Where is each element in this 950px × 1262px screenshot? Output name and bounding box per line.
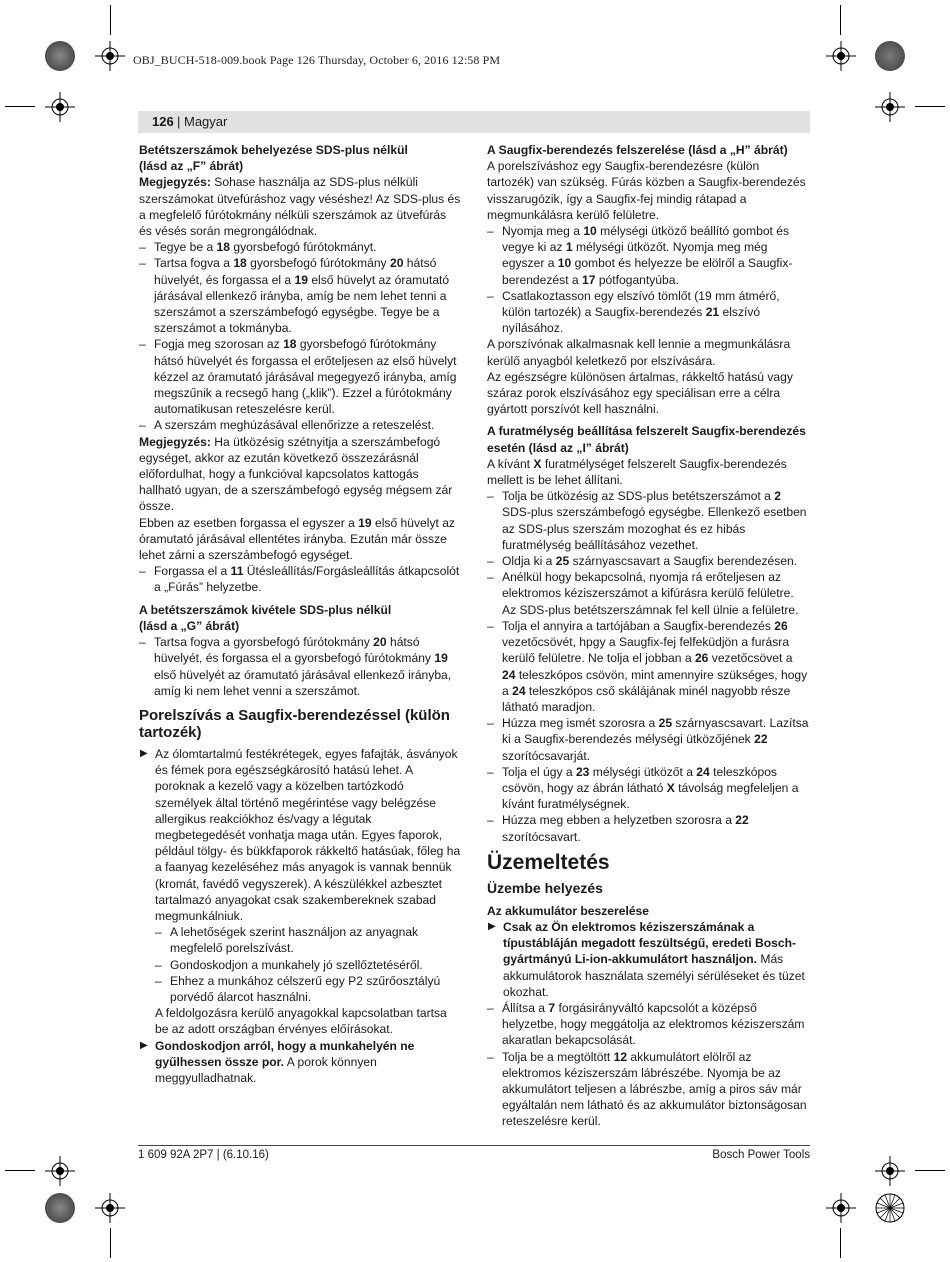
list-item: – Húzza meg ebben a helyzetben szorosra a 22 szorítócsavart. <box>487 812 809 844</box>
crop-mark <box>915 1170 945 1171</box>
registration-cross-left-upper-icon <box>45 92 75 122</box>
list-item: – A szerszám meghúzásával ellenőrizze a reteszelést. <box>139 417 461 433</box>
list-item: – Tegye be a 18 gyorsbefogó fúrótokmányt. <box>139 239 461 255</box>
registration-cross-top-left-icon <box>95 41 125 71</box>
crop-mark <box>840 5 841 35</box>
registration-cross-bottom-left-icon <box>95 1193 125 1223</box>
instruction-list <box>487 488 809 844</box>
note-paragraph: Megjegyzés: Sohase használja az SDS-plus nélküli szerszámokat ütvefúráshoz vagy véséshez! Az SDS-plus és a megfelelő fúrótokmány nélküli szerszámok az ütvefúrás és vésés során megrongálódnak. <box>139 175 461 239</box>
page-number: 126 <box>152 114 174 129</box>
paragraph: A porszívónak alkalmasnak kell lennie a megmunkálásra kerülő anyagból keletkező por elszívására. <box>487 337 791 368</box>
instruction-list <box>139 563 461 595</box>
left-column <box>139 142 461 1086</box>
list-item: – Gondoskodjon a munkahely jó szellőztetéséről. <box>155 957 461 973</box>
paragraph: A feldolgozásra kerülő anyagokkal kapcsolatban tartsa be az adott országban érvényes előírásokat. <box>155 1006 447 1037</box>
instruction-list <box>155 924 461 1005</box>
footer-doc-id: 1 609 92A 2P7 | (6.10.16) <box>138 1149 269 1161</box>
section-heading: A betétszerszámok kivétele SDS-plus nélkül (lásd a „G” ábrát) <box>139 602 392 633</box>
section-heading: Porelszívás a Saugfix-berendezéssel (külön tartozék) <box>139 706 450 742</box>
list-item: – Tolja el úgy a 23 mélységi ütközőt a 24 teleszkópos csövön, hogy az ábrán látható X távolság megfeleljen a kívánt furatmélységnek. <box>487 764 809 813</box>
registration-cross-top-right-icon <box>826 41 856 71</box>
instruction-list <box>139 634 461 699</box>
note-paragraph: Megjegyzés: Ha ütközésig szétnyitja a szerszámbefogó egységet, akkor az ezután következő összezárásnál előfordulhat, hogy a funkcióval kapcsolatos kattogás hallható ugyan, de a szerszámbefogó egység mégsem zár össze. <box>139 434 453 514</box>
list-item: – Húzza meg ismét szorosra a 25 szárnyascsavart. Lazítsa ki a Saugfix-berendezés mélységi ütközőjének 22 szorítócsavarját. <box>487 715 809 764</box>
footer-rule <box>138 1145 810 1146</box>
instruction-list <box>487 1000 809 1130</box>
list-item: – Ehhez a munkához célszerű egy P2 szűrőosztályú porvédő álarcot használni. <box>155 973 461 1005</box>
instruction-list <box>487 223 809 336</box>
crop-mark <box>110 5 111 35</box>
paragraph: Az egészségre különösen ártalmas, rákkeltő hatású vagy száraz porok elszívásához egy speciálisan erre a célra gyártott porszívót kell használni. <box>487 369 793 417</box>
crop-mark <box>110 1228 111 1258</box>
section-heading: A furatmélység beállítása felszerelt Saugfix-berendezés esetén (lásd az „I” ábrát) <box>487 424 806 455</box>
subsection-heading: Az akkumulátor beszerelése <box>487 903 649 918</box>
file-header: OBJ_BUCH-518-009.book Page 126 Thursday, October 6, 2016 12:58 PM <box>133 53 501 67</box>
registration-disc-top-left <box>45 41 75 71</box>
list-item: – Tolja be ütközésig az SDS-plus betétszerszámot a 2 SDS-plus szerszámbefogó egységbe. Ellenkező esetben az SDS-plus szerszám mozoghat és ez hibás furatmélység beállításához vezethet. <box>487 488 809 553</box>
crop-mark <box>915 106 945 107</box>
warning-paragraph: ▶ Az ólomtartalmú festékrétegek, egyes fafajták, ásványok és fémek pora egészségkárosító hatású lehet. A poroknak a kezelő vagy a közelben tartózkodó személyek által történő megérintése vagy belégzése allergikus reakciókhoz és/vagy a légutak megbetegedését vonhatja maga után. Egyes faporok, például tölgy- és bükkfaporok rákkeltő hatásúak, főleg ha a faanyag kezeléséhez más anyagok is vannak bennük (kromát, favédő vegyszerek). A készülékkel azbesztet tartalmazó anyagokat csak szakembereknek szabad megmunkálniuk. <box>139 746 461 924</box>
list-item: – Oldja ki a 25 szárnyascsavart a Saugfix berendezésen. <box>487 553 809 569</box>
list-item: – Tolja be a megtöltött 12 akkumulátort elölről az elektromos kéziszerszám lábrészébe. Nyomja be az akkumulátort teljesen a lábrészbe, amíg a piros sáv már egyáltalán nem látható és az akkumulátor biztonságosan reteszelésre kerül. <box>487 1049 809 1130</box>
registration-cross-bottom-right-icon <box>826 1193 856 1223</box>
right-column <box>487 142 809 1130</box>
page-header-bar <box>138 111 810 133</box>
paragraph: A porelszíváshoz egy Saugfix-berendezésre (külön tartozék) van szükség. Fúrás közben a Saugfix-berendezés visszarugózik, így a Saugfix-fej mindig rátapad a megmunkálásra kerülő felületre. <box>487 159 806 222</box>
list-item: – Tartsa fogva a gyorsbefogó fúrótokmány 20 hátsó hüvelyét, és forgassa el a gyorsbefogó fúrótokmány 19 első hüvelyét az óramutató járásával ellenkező irányba, amíg ki nem lehet venni a szerszámot. <box>139 634 461 699</box>
list-item: – Forgassa el a 11 Ütésleállítás/Forgásleállítás átkapcsolót a „Fúrás” helyzetbe. <box>139 563 461 595</box>
registration-cross-right-lower-icon <box>875 1156 905 1186</box>
registration-disc-bottom-left <box>45 1193 75 1223</box>
list-item: – Tartsa fogva a 18 gyorsbefogó fúrótokmány 20 hátsó hüvelyét, és forgassa el a 19 első hüvelyt az óramutató járásával ellenkező irányba, amíg be nem lehet tenni a szerszámot a szerszámbefogó egységbe. Tegye be a szerszámot a tokmányba. <box>139 255 461 336</box>
list-item: – Tolja el annyira a tartójában a Saugfix-berendezés 26 vezetőcsövét, hpgy a Saugfix-fej felfeküdjön a furásra kerülő felületre. Ne tolja el jobban a 26 vezetőcsövet a 24 teleszkópos csövön, mint amennyire szükséges, hogy a 24 teleszkópos cső skálájának minél nagyobb része látható maradjon. <box>487 618 809 715</box>
paragraph: Ebben az esetben forgassa el egyszer a 19 első hüvelyt az óramutató járásával ellentétes irányba. Ezután már össze lehet zárni a szerszámbefogó egységet. <box>139 515 455 563</box>
list-item: – Csatlakoztasson egy elszívó tömlőt (19 mm átmérő, külön tartozék) a Saugfix-berendezés 21 elszívó nyílásához. <box>487 288 809 337</box>
section-heading: Üzembe helyezés <box>487 879 603 896</box>
crop-mark <box>840 1228 841 1258</box>
section-heading: A Saugfix-berendezés felszerelése (lásd a „H” ábrát) <box>487 143 788 157</box>
crop-mark <box>5 106 35 107</box>
crop-mark <box>5 1170 35 1171</box>
list-item: – Nyomja meg a 10 mélységi ütköző beállító gombot és vegye ki az 1 mélységi ütközőt. Nyomja meg még egyszer a 10 gombot és helyezze be elölről a Saugfix-berendezést a 17 pótfogantyúba. <box>487 223 809 288</box>
language-label: | Magyar <box>177 114 228 129</box>
warning-paragraph: ▶ Csak az Ön elektromos kéziszerszámának a típustábláján megadott feszültségű, eredeti Bosch-gyártmányú Li-ion-akkumulátort használjon. Más akkumulátorok használata személyi sérüléseket és tüzet okozhat. <box>487 919 809 1000</box>
instruction-list <box>139 239 461 433</box>
list-item: – A lehetőségek szerint használjon az anyagnak megfelelő porelszívást. <box>155 924 461 956</box>
list-item: – Fogja meg szorosan az 18 gyorsbefogó fúrótokmány hátsó hüvelyét és forgassa el erőteljesen az első hüvelyt kézzel az óramutató járásával megegyező irányba, amíg megszűnik a recsegő hang („klik”). Ezzel a fúrótokmány automatikusan reteszelésre kerül. <box>139 336 461 417</box>
registration-cross-right-upper-icon <box>875 92 905 122</box>
chapter-heading: Üzemeltetés <box>487 850 610 874</box>
list-item: – Állítsa a 7 forgásirányváltó kapcsolót a középső helyzetbe, hogy meggátolja az elektromos kéziszerszám akaratlan bekapcsolását. <box>487 1000 809 1049</box>
paragraph: A kívánt X furatmélységet felszerelt Saugfix-berendezés mellett is be lehet állítani. <box>487 456 787 488</box>
registration-cross-left-lower-icon <box>45 1156 75 1186</box>
list-item: – Anélkül hogy bekapcsolná, nyomja rá erőteljesen az elektromos kéziszerszámot a kifúrásra kerülő felületre. Az SDS-plus betétszerszámnak fel kell ülnie a felületre. <box>487 569 809 618</box>
section-heading: Betétszerszámok behelyezése SDS-plus nélkül (lásd az „F” ábrát) <box>139 143 408 174</box>
warning-paragraph: ▶ Gondoskodjon arról, hogy a munkahelyén ne gyűlhessen össze por. A porok könnyen meggyulladhatnak. <box>139 1038 461 1087</box>
footer-brand: Bosch Power Tools <box>712 1149 810 1161</box>
registration-disc-top-right <box>875 41 905 71</box>
registration-starburst-bottom-right-icon <box>875 1193 905 1223</box>
